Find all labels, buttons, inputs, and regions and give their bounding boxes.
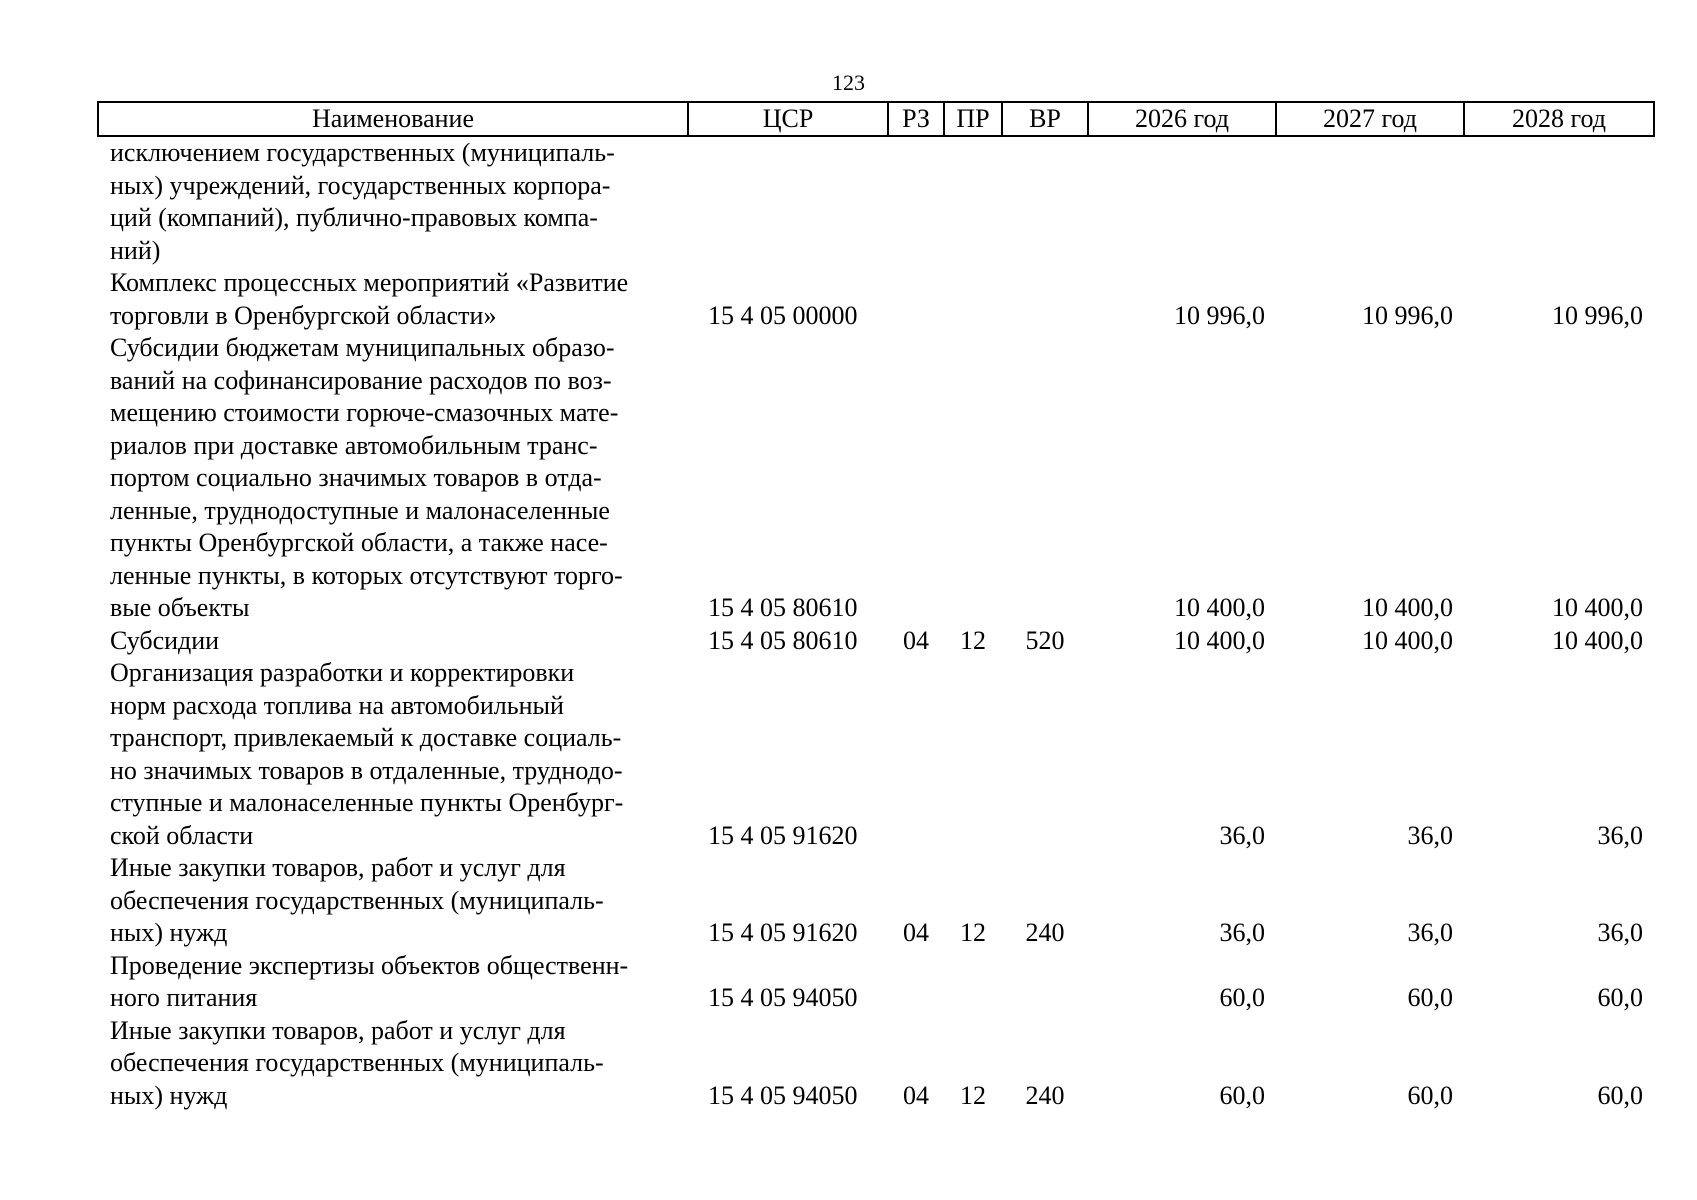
row-pr: 12 <box>960 625 986 655</box>
row-rz: 04 <box>903 1080 929 1110</box>
row-vr: 520 <box>1025 625 1065 655</box>
row-pr: 12 <box>960 1080 986 1110</box>
row-rz <box>888 657 944 852</box>
row-name: Комплекс процессных мероприятий «Развитие торговли в Оренбургской области» <box>110 268 629 330</box>
row-csr: 15 4 05 91620 <box>708 820 858 850</box>
row-2028: 60,0 <box>1597 1080 1643 1110</box>
row-2027: 10 400,0 <box>1362 593 1453 622</box>
row-vr <box>1002 950 1088 1015</box>
row-2027 <box>1276 136 1464 267</box>
header-vr: ВР <box>1002 102 1088 136</box>
row-pr <box>944 950 1002 1015</box>
row-csr: 15 4 05 00000 <box>708 300 858 330</box>
row-name: исключением государственных (муниципаль- ных) учреждений, государственных корпора- ций (компаний), публично-правовых компа- ний) <box>110 138 615 265</box>
row-2026: 36,0 <box>1219 820 1265 850</box>
row-2028 <box>1464 136 1654 267</box>
row-rz <box>888 267 944 332</box>
row-rz <box>888 136 944 267</box>
table-row <box>98 950 1654 1015</box>
row-rz: 04 <box>903 625 929 655</box>
header-row <box>98 102 1654 136</box>
row-2026: 60,0 <box>1219 983 1265 1012</box>
row-2028: 36,0 <box>1597 820 1643 850</box>
row-2026: 36,0 <box>1219 918 1265 947</box>
header-rz: РЗ <box>888 102 944 136</box>
row-vr <box>1002 267 1088 332</box>
row-2026: 60,0 <box>1219 1080 1265 1110</box>
row-rz <box>888 332 944 625</box>
header-2028: 2028 год <box>1464 102 1654 136</box>
header-2026: 2026 год <box>1088 102 1276 136</box>
row-2027: 10 996,0 <box>1362 300 1453 330</box>
row-csr: 15 4 05 80610 <box>708 593 858 622</box>
header-2027: 2027 год <box>1276 102 1464 136</box>
row-vr <box>1002 332 1088 625</box>
row-2027: 36,0 <box>1407 918 1453 947</box>
header-pr: ПР <box>944 102 1002 136</box>
row-name: Иные закупки товаров, работ и услуг для обеспечения государственных (муниципаль- ных) нужд <box>110 1015 604 1110</box>
header-name: Наименование <box>98 102 688 136</box>
row-2028: 10 996,0 <box>1552 300 1643 330</box>
row-csr: 15 4 05 80610 <box>708 625 858 655</box>
table-header <box>98 102 1654 136</box>
row-pr <box>944 332 1002 625</box>
row-name: Субсидии бюджетам муниципальных образо- ваний на софинансирование расходов по воз- мещению стоимости горюче-смазочных мате- риалов при доставке автомобильным транс- портом социально значимых товаров в отда- ленные, труднодоступные и малонаселенные пункты Оренбургской области, а также насе- ленные пункты, в которых отсутствуют торго- вые объекты <box>110 333 623 622</box>
page-number: 123 <box>832 70 865 95</box>
row-rz <box>888 950 944 1015</box>
row-2028: 10 400,0 <box>1552 625 1643 655</box>
row-2028: 10 400,0 <box>1552 593 1643 622</box>
budget-table <box>97 101 1655 1112</box>
row-2026 <box>1088 136 1276 267</box>
row-pr: 12 <box>960 918 986 947</box>
row-pr <box>944 136 1002 267</box>
table-row <box>98 852 1654 950</box>
row-vr: 240 <box>1025 1080 1065 1110</box>
table-row <box>98 136 1654 267</box>
table-row <box>98 625 1654 658</box>
row-2026: 10 400,0 <box>1174 593 1265 622</box>
table-row <box>98 657 1654 852</box>
row-2027: 60,0 <box>1407 983 1453 1012</box>
row-name: Организация разработки и корректировки норм расхода топлива на автомобильный транспорт, привлекаемый к доставке социаль- но значимых товаров в отдаленные, труднодо- ступные и малонаселенные пункты Оренбург- ской области <box>110 658 624 850</box>
row-pr <box>944 267 1002 332</box>
row-pr <box>944 657 1002 852</box>
header-csr: ЦСР <box>688 102 888 136</box>
row-name: Иные закупки товаров, работ и услуг для обеспечения государственных (муниципаль- ных) нужд <box>110 853 604 947</box>
row-2026: 10 996,0 <box>1174 300 1265 330</box>
row-csr: 15 4 05 91620 <box>708 918 858 947</box>
row-vr <box>1002 657 1088 852</box>
row-vr: 240 <box>1025 918 1065 947</box>
table-body <box>98 136 1654 1112</box>
row-vr <box>1002 136 1088 267</box>
row-2028: 60,0 <box>1597 983 1643 1012</box>
row-csr <box>688 136 888 267</box>
row-csr: 15 4 05 94050 <box>708 983 858 1012</box>
row-name: Проведение экспертизы объектов общественн- ного питания <box>110 950 629 1012</box>
table-row <box>98 332 1654 625</box>
row-2027: 60,0 <box>1407 1080 1453 1110</box>
row-2027: 10 400,0 <box>1362 625 1453 655</box>
row-2026: 10 400,0 <box>1174 625 1265 655</box>
table-row <box>98 267 1654 332</box>
row-2027: 36,0 <box>1407 820 1453 850</box>
row-rz: 04 <box>903 918 929 947</box>
row-csr: 15 4 05 94050 <box>708 1080 858 1110</box>
table-row <box>98 1015 1654 1113</box>
row-name: Субсидии <box>110 625 220 655</box>
row-2028: 36,0 <box>1597 918 1643 947</box>
